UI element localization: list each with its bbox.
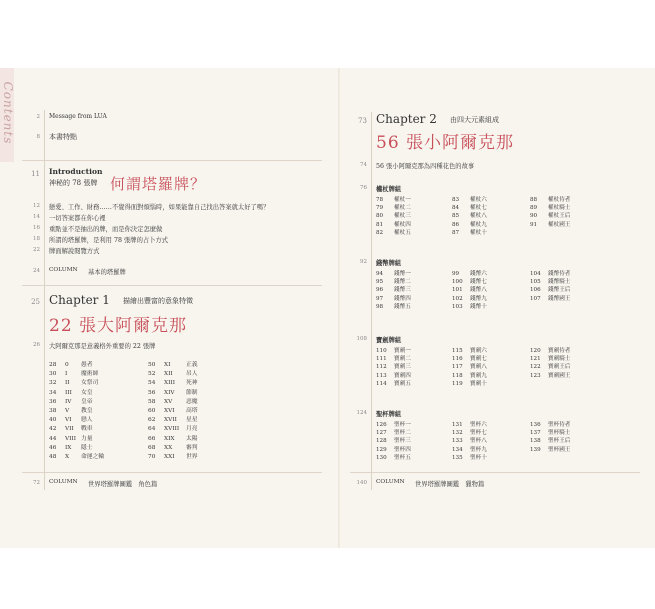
toc-page-number: 22 [33,247,40,253]
list-item: 68 XX 審判 [148,444,198,451]
toc-entry: 56 張小阿爾克那為四種花色的故事 [376,163,475,170]
list-item: 78 權杖一 [376,197,411,203]
list-item: 98 錢幣五 [376,303,411,310]
toc-entry: 一切答案都在你心裡 [49,215,106,222]
list-item: 42 VII 戰車 [49,426,93,433]
list-item: 138 聖杯王后 [530,438,571,445]
column-label: COLUMN [49,267,78,273]
list-item: 118 寶劍九 [452,372,487,379]
list-item: 96 錢幣三 [376,287,411,294]
list-item: 36 IV 皇帝 [49,398,93,405]
toc-page-number: 73 [358,117,367,125]
list-item: 132 聖杯七 [452,430,487,437]
suit-title: 寶劍牌組 [376,337,402,344]
list-item: 56 XIV 節制 [148,389,198,396]
book-gutter [338,68,340,548]
toc-entry: 重點並不是抽出的牌，而是你決定怎麼做 [49,226,163,233]
column-entry: 世界塔羅牌圖鑑 角色篇 [88,481,158,488]
list-item: 89 權杖騎士 [530,205,571,212]
list-item: 111 寶劍二 [376,356,411,363]
list-item: 86 權杖九 [452,221,487,228]
list-item: 82 權杖五 [376,229,411,236]
list-item: 123 寶劍國王 [530,372,571,379]
toc-entry: Message from LUA [49,113,107,120]
toc-page-number: 12 [33,203,40,209]
suit-list [376,421,411,462]
suit-list [530,347,570,380]
bottom-margin [0,548,655,609]
list-item: 115 寶劍六 [452,348,487,354]
list-item: 85 權杖八 [452,213,487,220]
list-item: 70 XXI 世界 [148,453,198,460]
list-item: 84 權杖七 [452,205,487,212]
list-item: 129 聖杯四 [376,446,411,453]
intro-heading: 何謂塔羅牌？ [110,175,207,193]
list-item: 134 聖杯九 [452,446,487,453]
list-item: 139 聖杯國王 [530,446,571,453]
suit-title: 錢幣牌組 [376,260,402,267]
list-item: 127 聖杯二 [376,430,411,437]
toc-page-number: 76 [360,185,367,191]
list-item: 112 寶劍三 [376,364,411,371]
toc-page-number: 18 [33,236,40,242]
toc-entry: 所謂的塔羅牌，是利用 78 張牌的占卜方式 [49,237,169,244]
intro-subtitle: 神秘的 78 張牌 [49,179,98,187]
chapter1-heading: 22 張大阿爾克那 [49,316,188,336]
list-item: 38 V 教皇 [49,407,93,414]
list-item: 102 錢幣九 [452,295,487,302]
toc-entry: 牌面解說閱覽方式 [49,248,100,255]
suit-list [452,196,487,237]
divider [350,472,640,473]
toc-entry: 本書特點 [49,133,77,141]
list-item: 130 聖杯五 [376,454,411,461]
list-item: 94 錢幣一 [376,271,411,277]
right-rule [371,112,372,490]
list-item: 46 IX 隱士 [49,444,93,451]
contents-side-label: Contents [1,81,15,145]
list-item: 80 權杖三 [376,213,411,220]
list-item: 133 聖杯八 [452,438,487,445]
divider [22,160,322,161]
list-item: 122 寶劍王后 [530,364,571,371]
list-item: 101 錢幣八 [452,287,487,294]
list-item: 104 錢幣侍者 [530,271,571,277]
toc-page-number: 72 [33,480,40,486]
list-item: 121 寶劍騎士 [530,356,571,363]
list-item: 28 0 愚者 [49,362,93,368]
list-item: 62 XVII 星星 [148,417,198,424]
list-item: 83 權杖六 [452,197,487,203]
list-item: 30 I 魔術師 [49,371,99,378]
list-item: 131 聖杯六 [452,422,487,428]
list-item: 79 權杖二 [376,205,411,212]
list-item: 100 錢幣七 [452,279,487,286]
column-label: COLUMN [376,479,405,485]
list-item: 117 寶劍八 [452,364,487,371]
list-item: 58 XV 惡魔 [148,398,198,405]
suit-list [452,421,487,462]
toc-page-number: 11 [31,170,40,178]
list-item: 106 錢幣王后 [530,287,571,294]
list-item: 97 錢幣四 [376,295,411,302]
suit-title: 聖杯牌組 [376,411,402,418]
list-item: 135 聖杯十 [452,454,487,461]
list-item: 91 權杖國王 [530,221,571,228]
list-item: 90 權杖王后 [530,213,571,220]
chapter2-subtitle: 由四大元素組成 [450,116,499,124]
toc-page-number: 24 [33,268,40,274]
list-item: 107 錢幣國王 [530,295,571,302]
toc-entry: 戀愛、工作、財務……不覺得面對煩惱時，如果能靠自己找出答案就太好了嗎？ [49,204,270,211]
left-rule [44,110,45,490]
toc-page-number: 92 [360,259,367,265]
toc-page-number: 124 [356,410,367,416]
chapter2-label: Chapter 2 [376,112,437,126]
suit-list [376,347,411,388]
list-item: 119 寶劍十 [452,380,487,387]
chapter2-heading: 56 張小阿爾克那 [376,133,515,153]
major-arcana-list-b [148,361,198,462]
list-item: 99 錢幣六 [452,271,487,277]
list-item: 44 VIII 力量 [49,435,93,442]
list-item: 88 權杖侍者 [530,197,571,203]
intro-title: Introduction [49,167,103,176]
list-item: 60 XVI 高塔 [148,407,198,414]
column-entry: 基本的塔羅牌 [88,269,126,276]
list-item: 114 寶劍五 [376,380,411,387]
chapter1-label: Chapter 1 [49,293,110,307]
toc-page-number: 74 [360,162,367,168]
toc-page-number: 26 [33,342,40,348]
list-item: 52 XII 吊人 [148,371,198,378]
list-item: 116 寶劍七 [452,356,487,363]
chapter1-subtitle: 描繪出豐富的意象特徵 [123,297,193,305]
list-item: 34 III 女皇 [49,389,93,396]
list-item: 128 聖杯三 [376,438,411,445]
list-item: 103 錢幣十 [452,303,487,310]
list-item: 113 寶劍四 [376,372,411,379]
list-item: 120 寶劍侍者 [530,348,571,354]
major-arcana-list-a [49,361,104,462]
divider [22,472,322,473]
suit-list [530,270,570,303]
list-item: 48 X 命運之輪 [49,453,105,460]
list-item: 66 XIX 太陽 [148,435,198,442]
list-item: 40 VI 戀人 [49,417,93,424]
toc-page-number: 14 [33,214,40,220]
suit-title: 權杖牌組 [376,186,402,193]
suit-list [376,270,411,311]
list-item: 87 權杖十 [452,229,487,236]
list-item: 54 XIII 死神 [148,380,198,387]
top-margin [0,0,655,68]
suit-list [452,347,487,388]
list-item: 126 聖杯一 [376,422,411,428]
toc-page-number: 25 [31,298,40,306]
suit-list [452,270,487,311]
list-item: 32 II 女祭司 [49,380,99,387]
divider [22,285,322,286]
toc-page-number: 16 [33,225,40,231]
toc-entry: 大阿爾克那是意義格外重要的 22 張牌 [49,343,156,350]
list-item: 64 XVIII 月亮 [148,426,198,433]
list-item: 50 XI 正義 [148,362,198,368]
list-item: 105 錢幣騎士 [530,279,571,286]
list-item: 137 聖杯騎士 [530,430,571,437]
list-item: 136 聖杯侍者 [530,422,571,428]
column-entry: 世界塔羅牌圖鑑 獵物篇 [415,481,485,488]
toc-page-number: 108 [356,336,367,342]
list-item: 81 權杖四 [376,221,411,228]
toc-page-number: 2 [36,114,40,120]
toc-page-number: 140 [356,480,367,486]
toc-page-number: 8 [36,134,40,140]
suit-list [530,196,570,229]
list-item: 110 寶劍一 [376,348,411,354]
suit-list [530,421,570,454]
suit-list [376,196,411,237]
list-item: 95 錢幣二 [376,279,411,286]
column-label: COLUMN [49,479,78,485]
